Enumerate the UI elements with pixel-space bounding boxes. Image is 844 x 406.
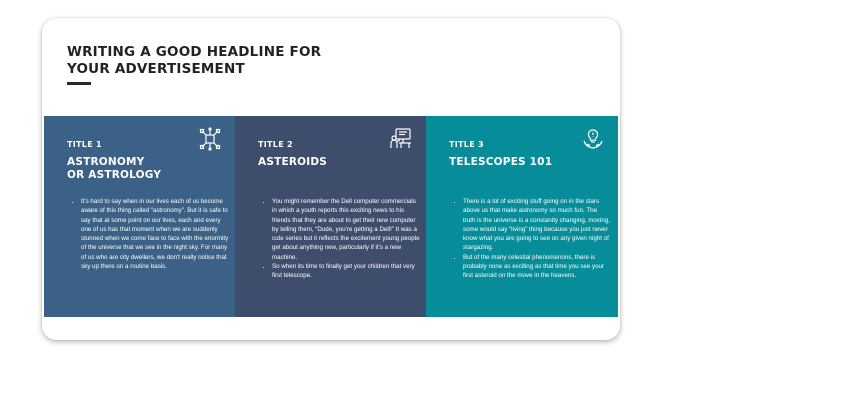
panel-heading xyxy=(449,156,589,169)
panel-title-3 xyxy=(426,116,618,317)
circuit-chip-icon xyxy=(198,127,222,151)
panel-label: TITLE 2 xyxy=(258,140,293,149)
page-title-line-1: WRITING A GOOD HEADLINE FOR xyxy=(67,44,322,60)
panel-label: TITLE 3 xyxy=(449,140,484,149)
page-title xyxy=(67,44,387,77)
title-underline xyxy=(67,82,91,85)
panel-heading-line-1: TELESCOPES 101 xyxy=(449,156,553,168)
panel-heading-line-2: OR ASTROLOGY xyxy=(67,169,162,181)
lightbulb-hand-icon xyxy=(581,127,605,151)
content-card xyxy=(42,18,620,340)
bullet-item: • It's hard to say when in our lives each of us become aware of this thing called “astronomy”. But it is safe to say that at some point on our lives, each and every one of us has that moment when we are suddenly stunned when we come face to face with the enormity of the universe that we see in the night sky. For many of us who are city dwellers, we don't really notice that sky up there on a routine basis. xyxy=(81,197,229,271)
panel-bullet-list xyxy=(452,197,611,281)
presentation-person-icon xyxy=(389,127,413,151)
panel-heading xyxy=(67,156,207,182)
panel-heading-line-1: ASTEROIDS xyxy=(258,156,328,168)
panel-bullet-list xyxy=(261,197,420,281)
panel-bullet-list xyxy=(70,197,229,271)
panel-label: TITLE 1 xyxy=(67,140,102,149)
panel-heading-line-1: ASTRONOMY xyxy=(67,156,145,168)
panel-title-2 xyxy=(235,116,426,317)
panel-title-1 xyxy=(44,116,235,317)
bullet-item: • So when its time to finally get your children that very first telescope. xyxy=(272,262,420,281)
bullet-item: • There is a lot of exciting stuff going on in the stars above us that make astronomy so much fun. The truth is the universe is a constantly changing, moving, some would say “living” thing because you just never know what you are going to see on any given night of stargazing. xyxy=(463,197,611,253)
bullet-item: • You might remember the Dell computer commercials in which a youth reports this exciting news to his friends that they are about to get their new computer by telling them, “Dude, you're getting a Dell!” It was a cute series but it reflects the excitement young people get about anything new, particularly if it's a new machine. xyxy=(272,197,420,262)
panel-heading xyxy=(258,156,398,169)
page-title-line-2: YOUR ADVERTISEMENT xyxy=(67,60,245,77)
panels-row xyxy=(44,116,618,317)
bullet-item: • But of the many celestial phenomenons, there is probably none as exciting as that time you see your first asteroid on the move in the heavens. xyxy=(463,253,611,281)
